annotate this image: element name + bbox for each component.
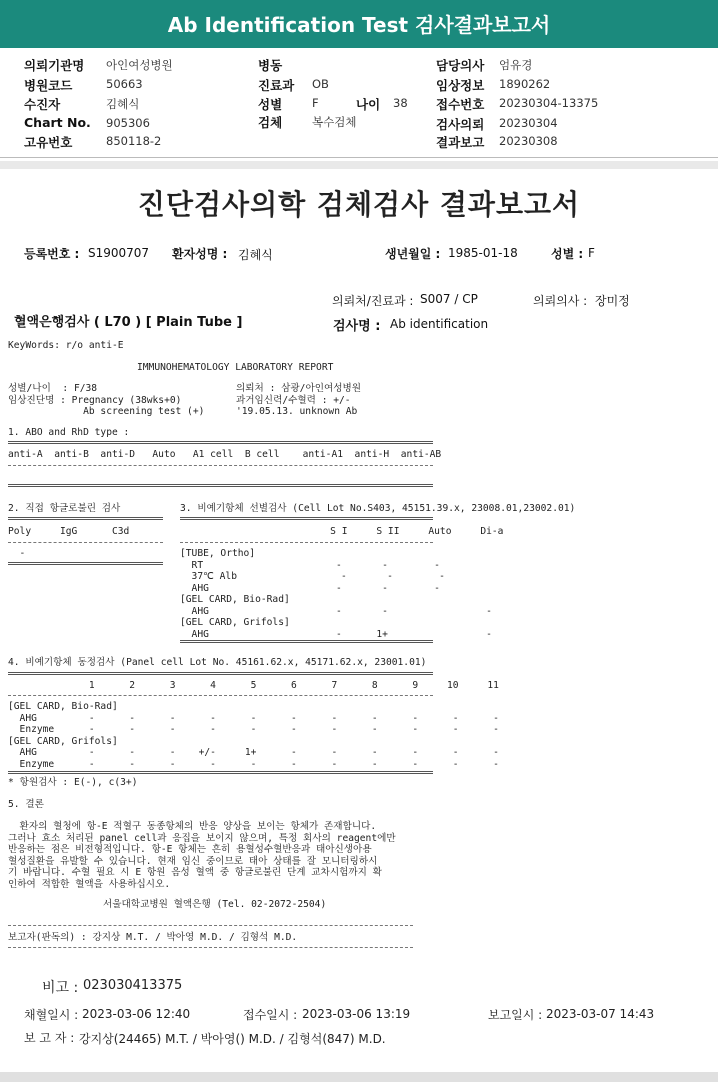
- hospital-label: 의뢰기관명: [24, 58, 85, 73]
- report-time-label: 보고일시 :: [488, 1008, 543, 1022]
- section4-title: 4. 비예기항체 동정검사 (Panel cell Lot No. 45161.62.x, 45171.62.x, 23001.01): [8, 657, 427, 668]
- patient-label: 수진자: [24, 97, 61, 112]
- request-doctor-value: 장미정: [595, 294, 630, 308]
- specimen-label: 검체: [258, 115, 283, 130]
- doctor-label: 담당의사: [436, 58, 485, 73]
- section3-title: 3. 비예기항체 선별검사 (Cell Lot No.S403, 45151.39.x, 23008.01,23002.01): [180, 503, 576, 514]
- hospital-code-label: 병원코드: [24, 78, 73, 93]
- section3-body: [TUBE, Ortho] RT - - - 37℃ Alb - - - AHG - - - [GEL CARD, Bio-Rad] AHG - - - [GEL CARD, Grifols] AHG - 1+ -: [180, 548, 492, 640]
- report-date-label: 결과보고: [436, 135, 485, 150]
- section1-rule-bottom: [8, 484, 433, 487]
- patient-name-label: 환자성명 :: [172, 247, 228, 261]
- sex-value: F: [312, 96, 319, 110]
- patient-value: 김혜식: [106, 97, 140, 111]
- section2-rule-bottom: [8, 562, 163, 565]
- section2-rule-mid: [8, 542, 163, 543]
- section1-rule-top: [8, 441, 433, 444]
- unique-no-value: 850118-2: [106, 134, 162, 148]
- page-bottom-bar: [0, 1072, 718, 1082]
- request-date-label: 검사의뢰: [436, 117, 485, 132]
- request-dept-label: 의뢰처/진료과 :: [332, 294, 414, 308]
- dob-label: 생년월일 :: [385, 247, 441, 261]
- section2-value: -: [8, 548, 26, 559]
- remark-label: 비고 :: [42, 980, 79, 996]
- patient-header: [0, 50, 718, 158]
- reporters-rule-top: [8, 925, 413, 926]
- section4-rule-mid: [8, 695, 433, 696]
- footer-reporter-value: 강지상(24465) M.T. / 박아영() M.D. / 김형석(847) M.D.: [79, 1032, 386, 1046]
- patient-info-right: 의뢰처 : 삼광/아인여성병원 과거임신력/수혈력 : +/- '19.05.13. unknown Ab: [236, 383, 362, 417]
- receipt-time-label: 접수일시 :: [243, 1008, 298, 1022]
- receipt-no-label: 접수번호: [436, 97, 485, 112]
- doc-sex-label: 성별 :: [551, 247, 584, 261]
- patient-name-value: 김혜식: [238, 248, 273, 262]
- test-group: 혈액은행검사 ( L70 ) [ Plain Tube ]: [14, 315, 243, 330]
- doctor-value: 엄유경: [499, 58, 533, 72]
- section3-rule-mid: [180, 542, 433, 543]
- section4-body: [GEL CARD, Bio-Rad] AHG - - - - - - - - - - - Enzyme - - - - - - - - - - - [GEL CARD, Grifols] AHG - - - +/- 1+ - - - - - - Enzyme - - - - - - - - - - -: [8, 701, 499, 770]
- section4-header: 1 2 3 4 5 6 7 8 9 10 11: [8, 680, 499, 691]
- dob-value: 1985-01-18: [448, 246, 518, 260]
- section4-rule-bottom: [8, 771, 433, 774]
- section2-rule-top: [8, 517, 163, 520]
- collection-time-value: 2023-03-06 12:40: [82, 1007, 191, 1021]
- receipt-no-value: 20230304-13375: [499, 96, 599, 110]
- header-gap: [0, 161, 718, 169]
- report-banner-title: Ab Identification Test 검사결과보고서: [0, 0, 718, 48]
- section1-title: 1. ABO and RhD type :: [8, 427, 130, 438]
- chart-no-value: 905306: [106, 116, 150, 130]
- doc-sex-value: F: [588, 246, 595, 260]
- footer-reporter-label: 보 고 자 :: [24, 1031, 75, 1045]
- conclusion-text: 환자의 혈청에 항-E 적혈구 동종항체의 반응 양상을 보이는 항체가 존재합니다. 그러나 효소 처리된 panel cell과 응집을 보이지 않으며, 특정 회사의 reagent에만 반응하는 점은 비전형적입니다. 항-E 항체는 흔히 용혈성수혈반응과 태아신생아용 혈성질환을 유발할 수 있습니다. 현재 임신 중이므로 태아 상태를 잘 모니터링하시 기 바랍니다. 수혈 필요 시 E 항원 음성 혈액 중 항글로불린 단계 교차시험까지 확 인하여 적합한 혈액을 사용하십시오.: [8, 821, 396, 890]
- remark-value: 023030413375: [83, 978, 183, 993]
- section1-rule-mid: [8, 465, 433, 466]
- section5-title: 5. 결론: [8, 799, 44, 810]
- section3-rule-top: [180, 517, 433, 520]
- reporters-rule-bottom: [8, 947, 413, 948]
- department-value: OB: [312, 77, 329, 91]
- section2-header: Poly IgG C3d: [8, 526, 130, 537]
- unique-no-label: 고유번호: [24, 135, 73, 150]
- clinical-info-value: 1890262: [499, 77, 551, 91]
- hospital-value: 아인여성병원: [106, 58, 173, 72]
- chart-no-label: Chart No.: [24, 115, 91, 130]
- age-value: 38: [393, 96, 408, 110]
- antigen-test: * 항원검사 : E(-), c(3+): [8, 777, 138, 788]
- specimen-value: 복수검체: [312, 115, 357, 129]
- reporters-line: 보고자(판독의) : 강지상 M.T. / 박아영 M.D. / 김형석 M.D.: [8, 932, 298, 943]
- age-label: 나이: [356, 97, 381, 112]
- section3-header: S I S II Auto Di-a: [180, 526, 504, 537]
- test-name-label: 검사명 :: [333, 319, 381, 334]
- section2-title: 2. 직접 항글로불린 검사: [8, 503, 121, 514]
- sex-label: 성별: [258, 97, 283, 112]
- department-label: 진료과: [258, 78, 295, 93]
- registration-label: 등록번호 :: [24, 247, 80, 261]
- header-divider: [0, 157, 718, 158]
- report-time-value: 2023-03-07 14:43: [546, 1007, 655, 1021]
- lab-report-title: IMMUNOHEMATOLOGY LABORATORY REPORT: [137, 362, 334, 373]
- report-date-value: 20230308: [499, 134, 558, 148]
- registration-value: S1900707: [88, 246, 150, 260]
- patient-info-left: 성별/나이 : F/38 임상진단명 : Pregnancy (38wks+0) Ab screening test (+): [8, 383, 205, 417]
- ward-label: 병동: [258, 58, 283, 73]
- receipt-time-value: 2023-03-06 13:19: [302, 1007, 411, 1021]
- section4-rule-top: [8, 672, 433, 675]
- blood-bank-contact: 서울대학교병원 혈액은행 (Tel. 02-2072-2504): [103, 899, 327, 910]
- section3-rule-bottom: [180, 640, 433, 643]
- keywords: KeyWords: r/o anti-E: [8, 340, 124, 351]
- section1-header: anti-A anti-B anti-D Auto A1 cell B cell anti-A1 anti-H anti-AB: [8, 449, 442, 460]
- request-dept-value: S007 / CP: [420, 292, 478, 306]
- collection-time-label: 채혈일시 :: [24, 1008, 79, 1022]
- request-date-value: 20230304: [499, 116, 558, 130]
- clinical-info-label: 임상정보: [436, 78, 485, 93]
- test-name-value: Ab identification: [390, 317, 489, 331]
- request-doctor-label: 의뢰의사 :: [533, 294, 588, 308]
- document-title: 진단검사의학 검체검사 결과보고서: [137, 188, 581, 221]
- hospital-code-value: 50663: [106, 77, 143, 91]
